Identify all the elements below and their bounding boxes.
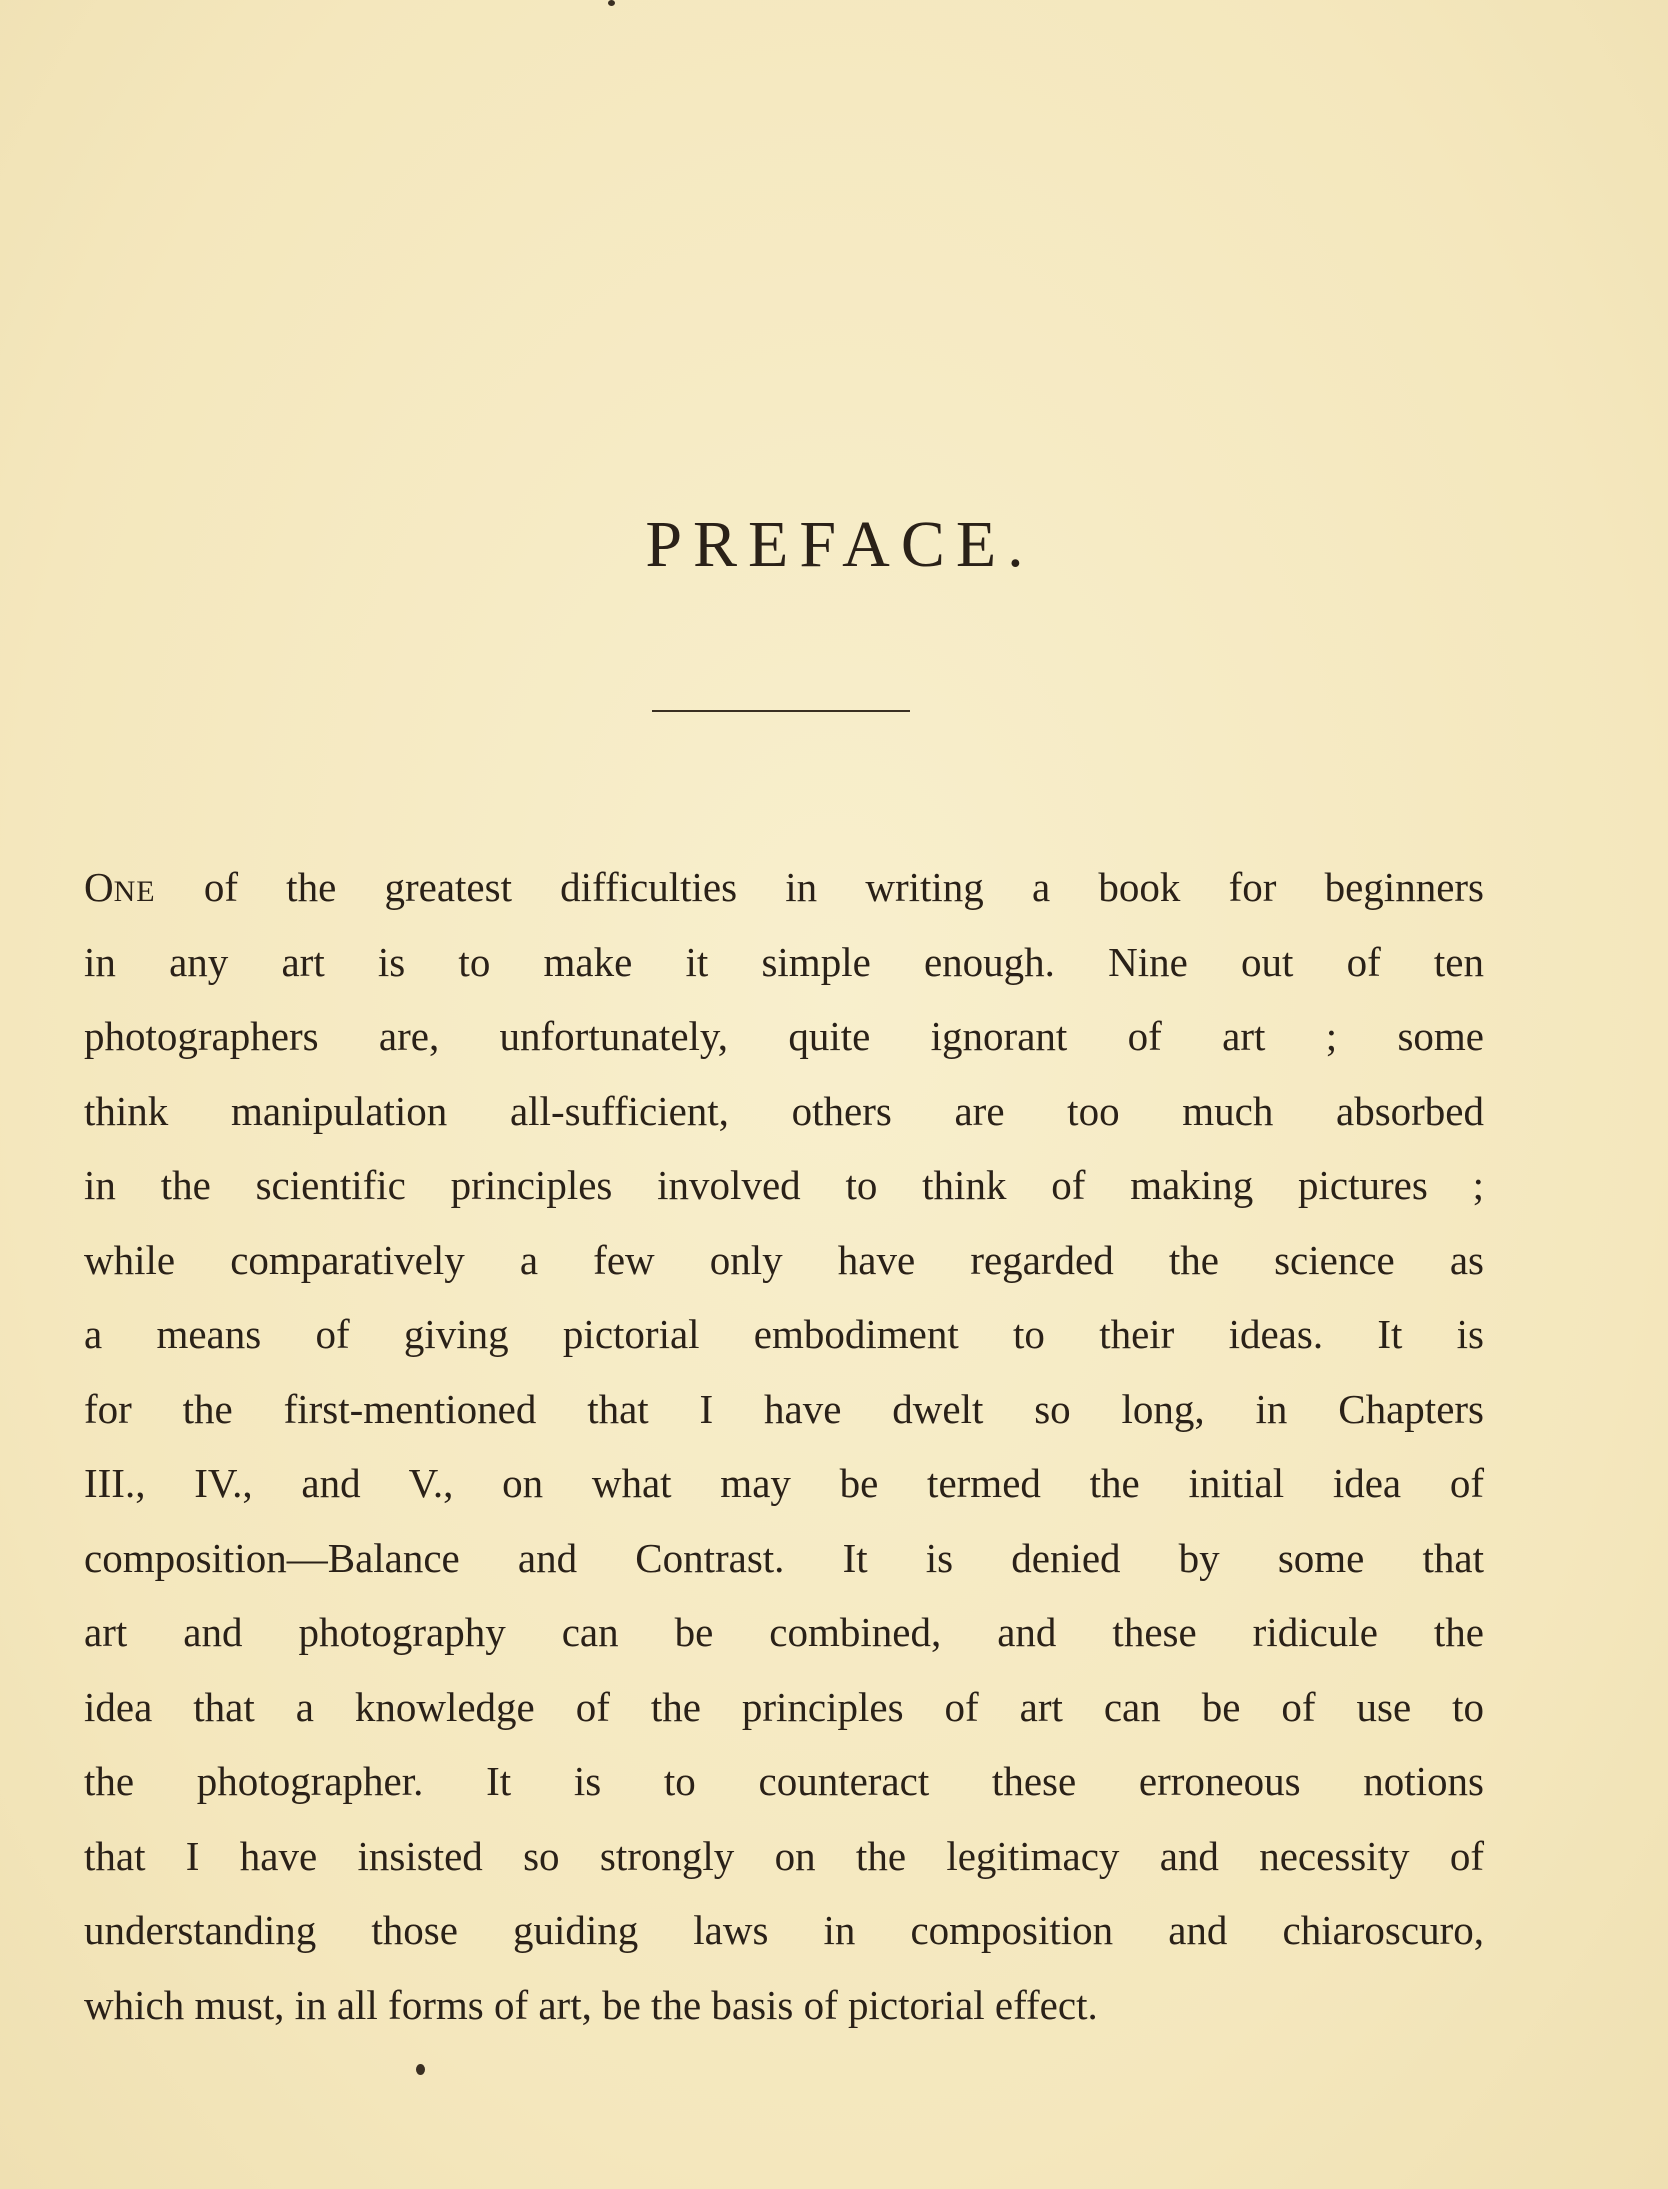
paragraph-line-16: which must, in all forms of art, be the basis of pictorial effect.	[84, 1981, 1098, 2028]
heading-divider	[652, 710, 910, 712]
paragraph-line-11: art and photography can be combined, and these ridicule the	[84, 1609, 1484, 1655]
lead-word-initial: O	[84, 864, 114, 910]
paragraph-line-1-text: of the greatest difficulties in writing a book for beginners	[155, 864, 1484, 910]
paragraph-line-10: composition—Balance and Contrast. It is denied by some that	[84, 1534, 1484, 1581]
paragraph-line-2: in any art is to make it simple enough. Nine out of ten	[84, 938, 1484, 985]
paragraph-line-15: understanding those guiding laws in composition and chiaroscuro,	[84, 1907, 1484, 1953]
lead-word-rest: NE	[113, 875, 156, 908]
paragraph-line-8: for the first-mentioned that I have dwelt so long, in Chapters	[84, 1385, 1484, 1432]
ink-speck-bottom	[416, 2064, 425, 2075]
paragraph-line-5: in the scientific principles involved to think of making pictures ;	[84, 1162, 1484, 1208]
paragraph-line-13: the photographer. It is to counteract these erroneous notions	[84, 1758, 1484, 1804]
preface-paragraph	[84, 850, 1484, 2042]
paragraph-line-14: that I have insisted so strongly on the legitimacy and necessity of	[84, 1832, 1484, 1879]
paragraph-line-1	[84, 850, 1484, 925]
paragraph-line-9: III., IV., and V., on what may be termed the initial idea of	[84, 1460, 1484, 1506]
paragraph-line-4: think manipulation all-sufficient, others are too much absorbed	[84, 1087, 1484, 1134]
paragraph-line-3: photographers are, unfortunately, quite ignorant of art ; some	[84, 1013, 1484, 1059]
preface-heading: PREFACE.	[645, 508, 1035, 581]
paragraph-line-12: idea that a knowledge of the principles of art can be of use to	[84, 1683, 1484, 1730]
paragraph-line-6: while comparatively a few only have regarded the science as	[84, 1236, 1484, 1283]
paragraph-line-7: a means of giving pictorial embodiment to their ideas. It is	[84, 1311, 1484, 1357]
ink-speck-top	[608, 0, 615, 6]
